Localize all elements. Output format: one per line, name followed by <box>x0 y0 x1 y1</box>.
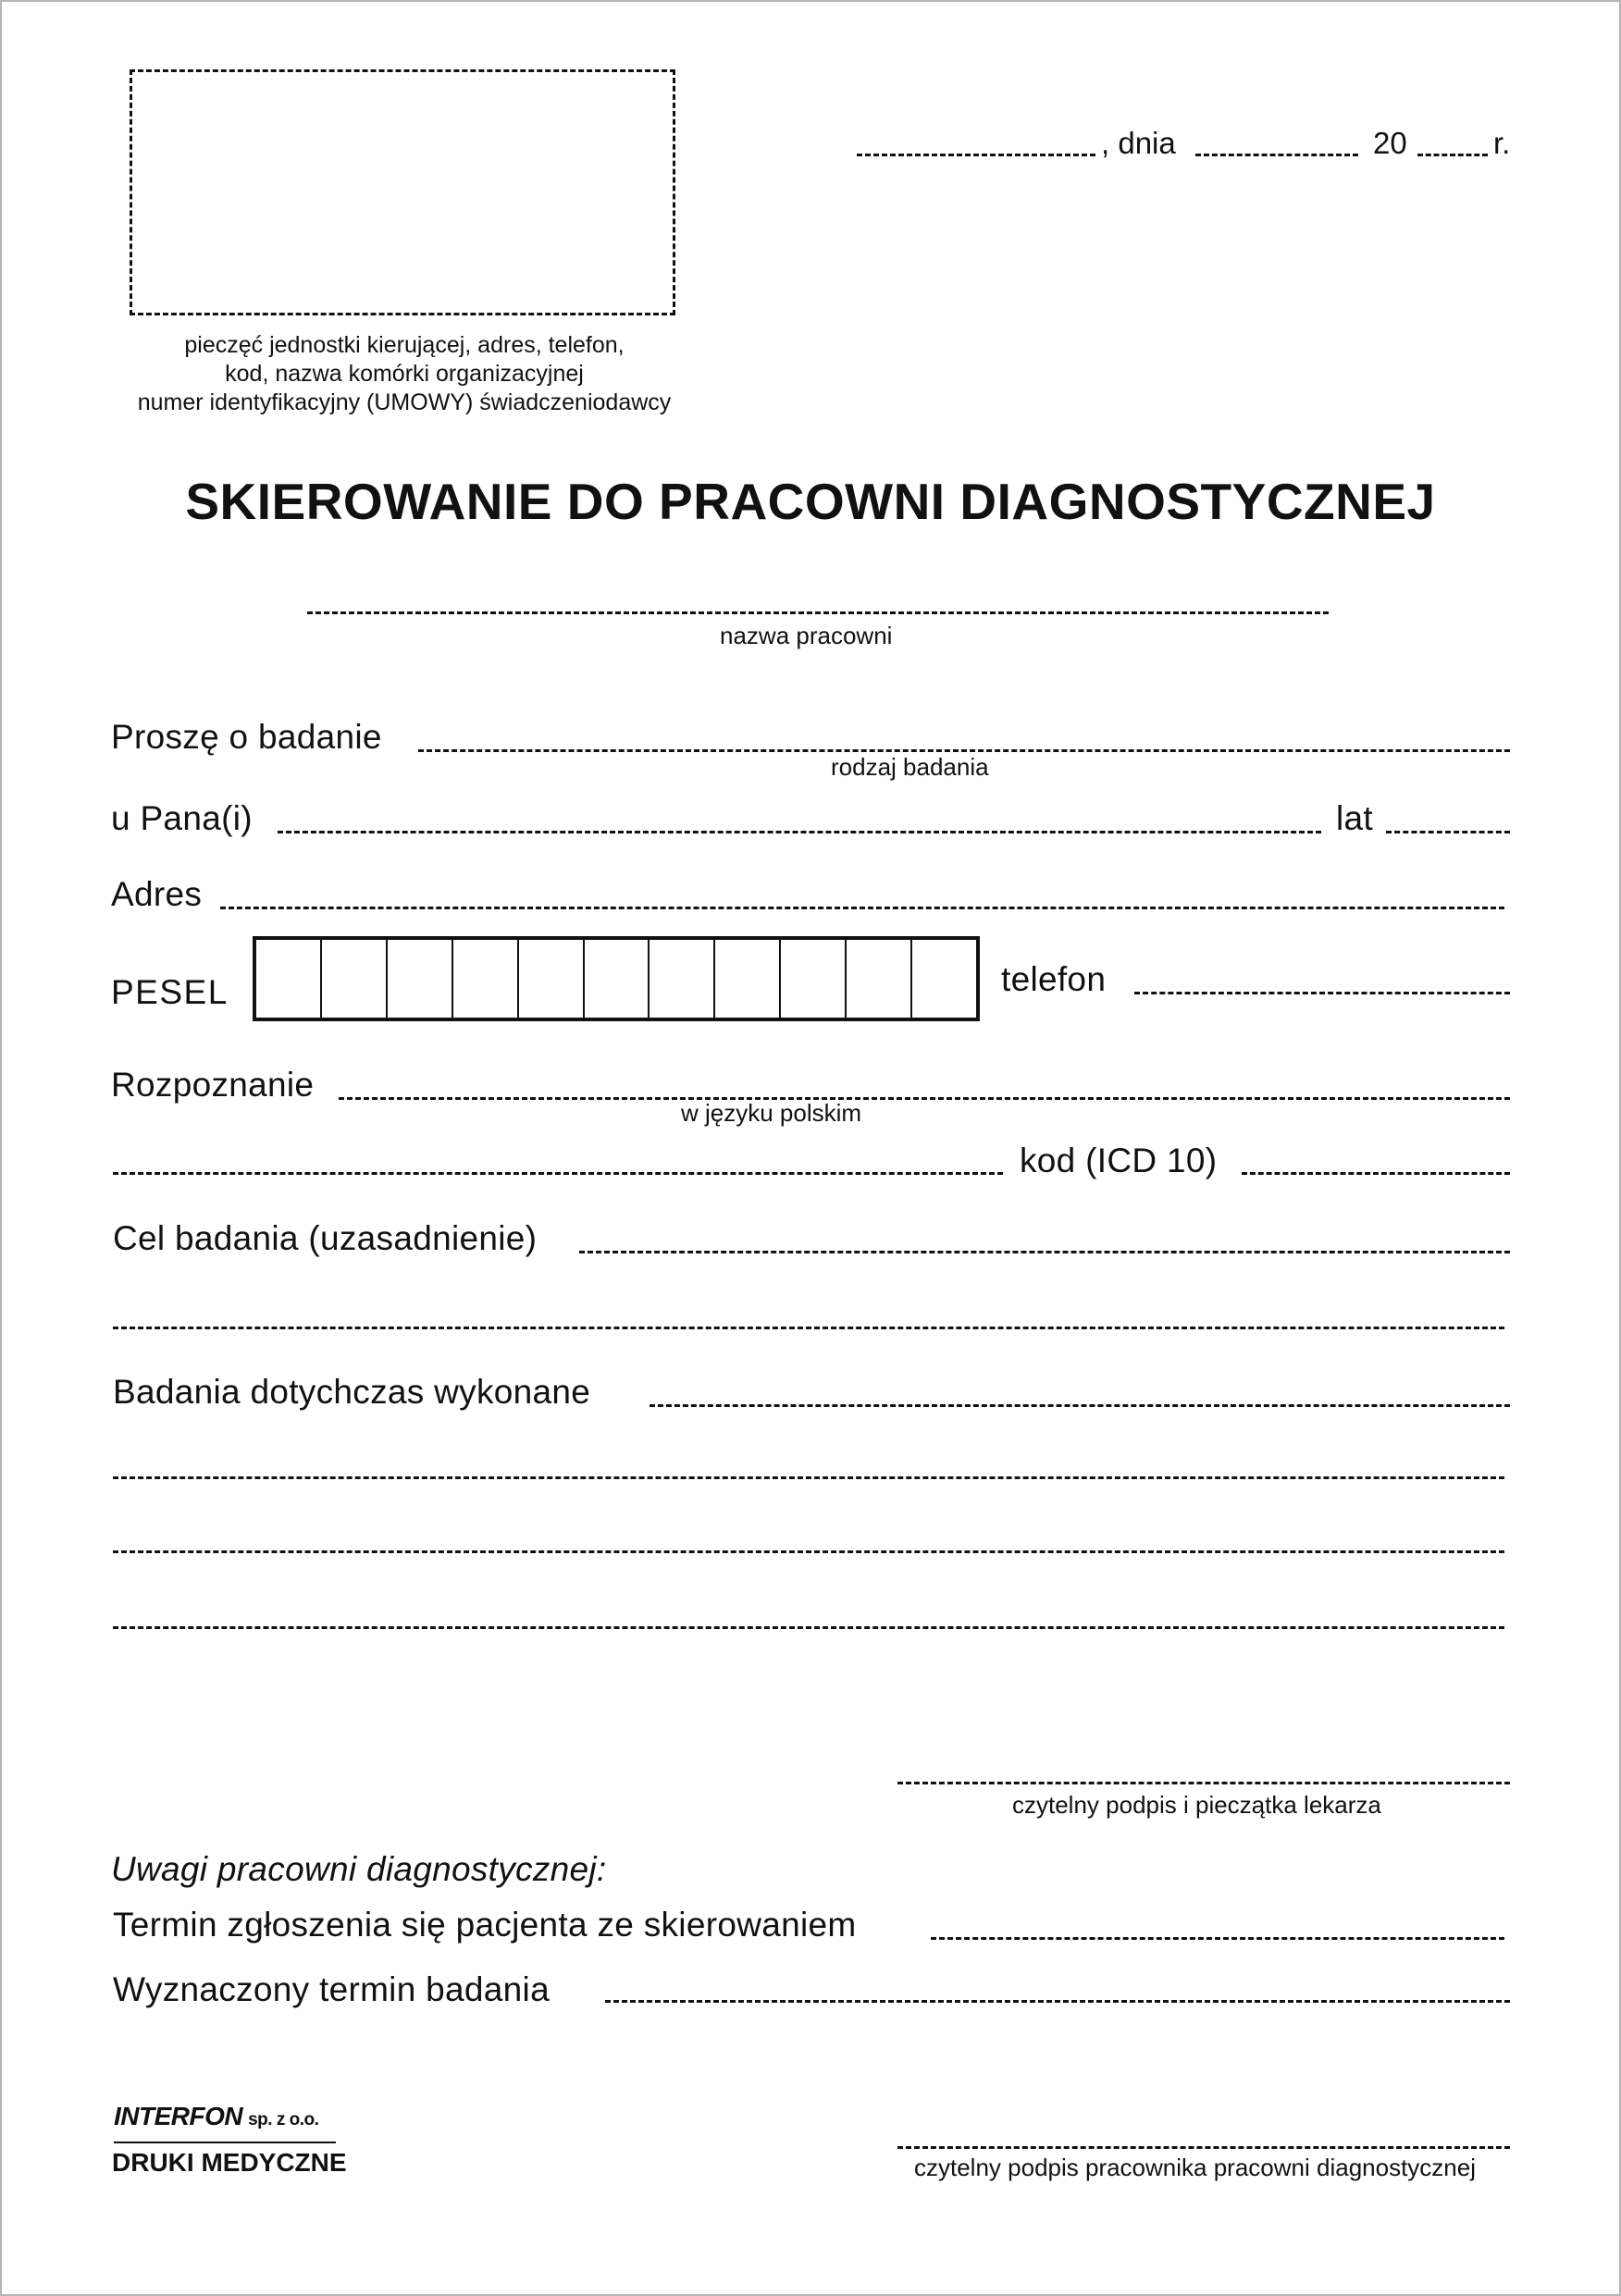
diagnosis-line-2[interactable] <box>113 1172 1003 1175</box>
pesel-digit-box[interactable] <box>453 940 519 1018</box>
scheduled-label: Wyznaczony termin badania <box>113 1970 550 2008</box>
pesel-digit-box[interactable] <box>912 940 976 1018</box>
stamp-caption-line-2: kod, nazwa komórki organizacyjnej <box>225 361 584 387</box>
logo-sub: sp. z o.o. <box>248 2110 319 2129</box>
pesel-digit-box[interactable] <box>715 940 781 1018</box>
date-day-line[interactable] <box>1195 154 1358 156</box>
icd-line[interactable] <box>1242 1172 1510 1175</box>
interfon-logo <box>114 2102 318 2131</box>
pesel-digit-box[interactable] <box>256 940 322 1018</box>
patient-name-line[interactable] <box>278 831 1321 833</box>
pesel-digit-box[interactable] <box>519 940 585 1018</box>
pesel-digit-box[interactable] <box>650 940 715 1018</box>
diagnosis-line[interactable] <box>339 1097 1510 1100</box>
pesel-label: PESEL <box>111 973 229 1011</box>
form-title: SKIEROWANIE DO PRACOWNI DIAGNOSTYCZNEJ <box>185 473 1436 530</box>
brand-label: DRUKI MEDYCZNE <box>112 2148 347 2177</box>
lab-signature-caption: czytelny podpis pracownika pracowni diagnostycznej <box>914 2154 1476 2181</box>
pesel-boxes[interactable] <box>253 936 980 1021</box>
scheduled-line[interactable] <box>605 2000 1510 2003</box>
stamp-caption-line-3: numer identyfikacyjny (UMOWY) świadczeniodawcy <box>137 389 672 415</box>
address-line[interactable] <box>220 907 1504 909</box>
registration-line[interactable] <box>931 1937 1504 1940</box>
pesel-digit-box[interactable] <box>322 940 388 1018</box>
previous-tests-line-3[interactable] <box>113 1550 1504 1553</box>
previous-tests-line-4[interactable] <box>113 1626 1504 1629</box>
pesel-digit-box[interactable] <box>585 940 650 1018</box>
pesel-digit-box[interactable] <box>781 940 847 1018</box>
registration-label: Termin zgłoszenia się pacjenta ze skierowaniem <box>113 1906 857 1944</box>
purpose-line-2[interactable] <box>113 1327 1504 1329</box>
stamp-caption-line-1: pieczęć jednostki kierującej, adres, telefon, <box>184 332 625 358</box>
date-year-prefix: 20 <box>1373 126 1407 160</box>
purpose-label: Cel badania (uzasadnienie) <box>113 1219 538 1257</box>
date-year-line[interactable] <box>1417 154 1488 156</box>
age-label: lat <box>1336 799 1373 837</box>
logo-text: INTERFON <box>114 2102 243 2130</box>
request-caption: rodzaj badania <box>831 753 989 781</box>
lab-name-caption: nazwa pracowni <box>720 622 893 649</box>
diagnosis-label: Rozpoznanie <box>111 1066 315 1104</box>
purpose-line[interactable] <box>579 1251 1510 1253</box>
date-suffix: r. <box>1493 126 1511 160</box>
date-day-label: , dnia <box>1101 126 1176 160</box>
doctor-signature-line[interactable] <box>897 1782 1510 1784</box>
age-line[interactable] <box>1386 831 1510 833</box>
stamp-caption <box>113 331 696 417</box>
previous-tests-line[interactable] <box>650 1404 1510 1407</box>
previous-tests-line-2[interactable] <box>113 1476 1504 1479</box>
doctor-signature-caption: czytelny podpis i pieczątka lekarza <box>1012 1791 1381 1819</box>
lab-notes-heading: Uwagi pracowni diagnostycznej: <box>111 1850 607 1888</box>
request-line[interactable] <box>418 749 1510 752</box>
phone-line[interactable] <box>1134 992 1510 994</box>
icd-label: kod (ICD 10) <box>1020 1142 1218 1179</box>
stamp-box <box>130 69 675 315</box>
patient-label: u Pana(i) <box>111 799 253 837</box>
previous-tests-label: Badania dotychczas wykonane <box>113 1373 591 1411</box>
lab-signature-line[interactable] <box>897 2146 1510 2149</box>
phone-label: telefon <box>1001 960 1107 998</box>
logo-underline <box>114 2142 336 2143</box>
pesel-digit-box[interactable] <box>847 940 912 1018</box>
request-label: Proszę o badanie <box>111 718 382 756</box>
diagnosis-caption: w języku polskim <box>681 1099 862 1127</box>
pesel-digit-box[interactable] <box>388 940 453 1018</box>
lab-name-line[interactable] <box>307 611 1329 614</box>
address-label: Adres <box>111 875 203 913</box>
place-line[interactable] <box>857 154 1095 156</box>
